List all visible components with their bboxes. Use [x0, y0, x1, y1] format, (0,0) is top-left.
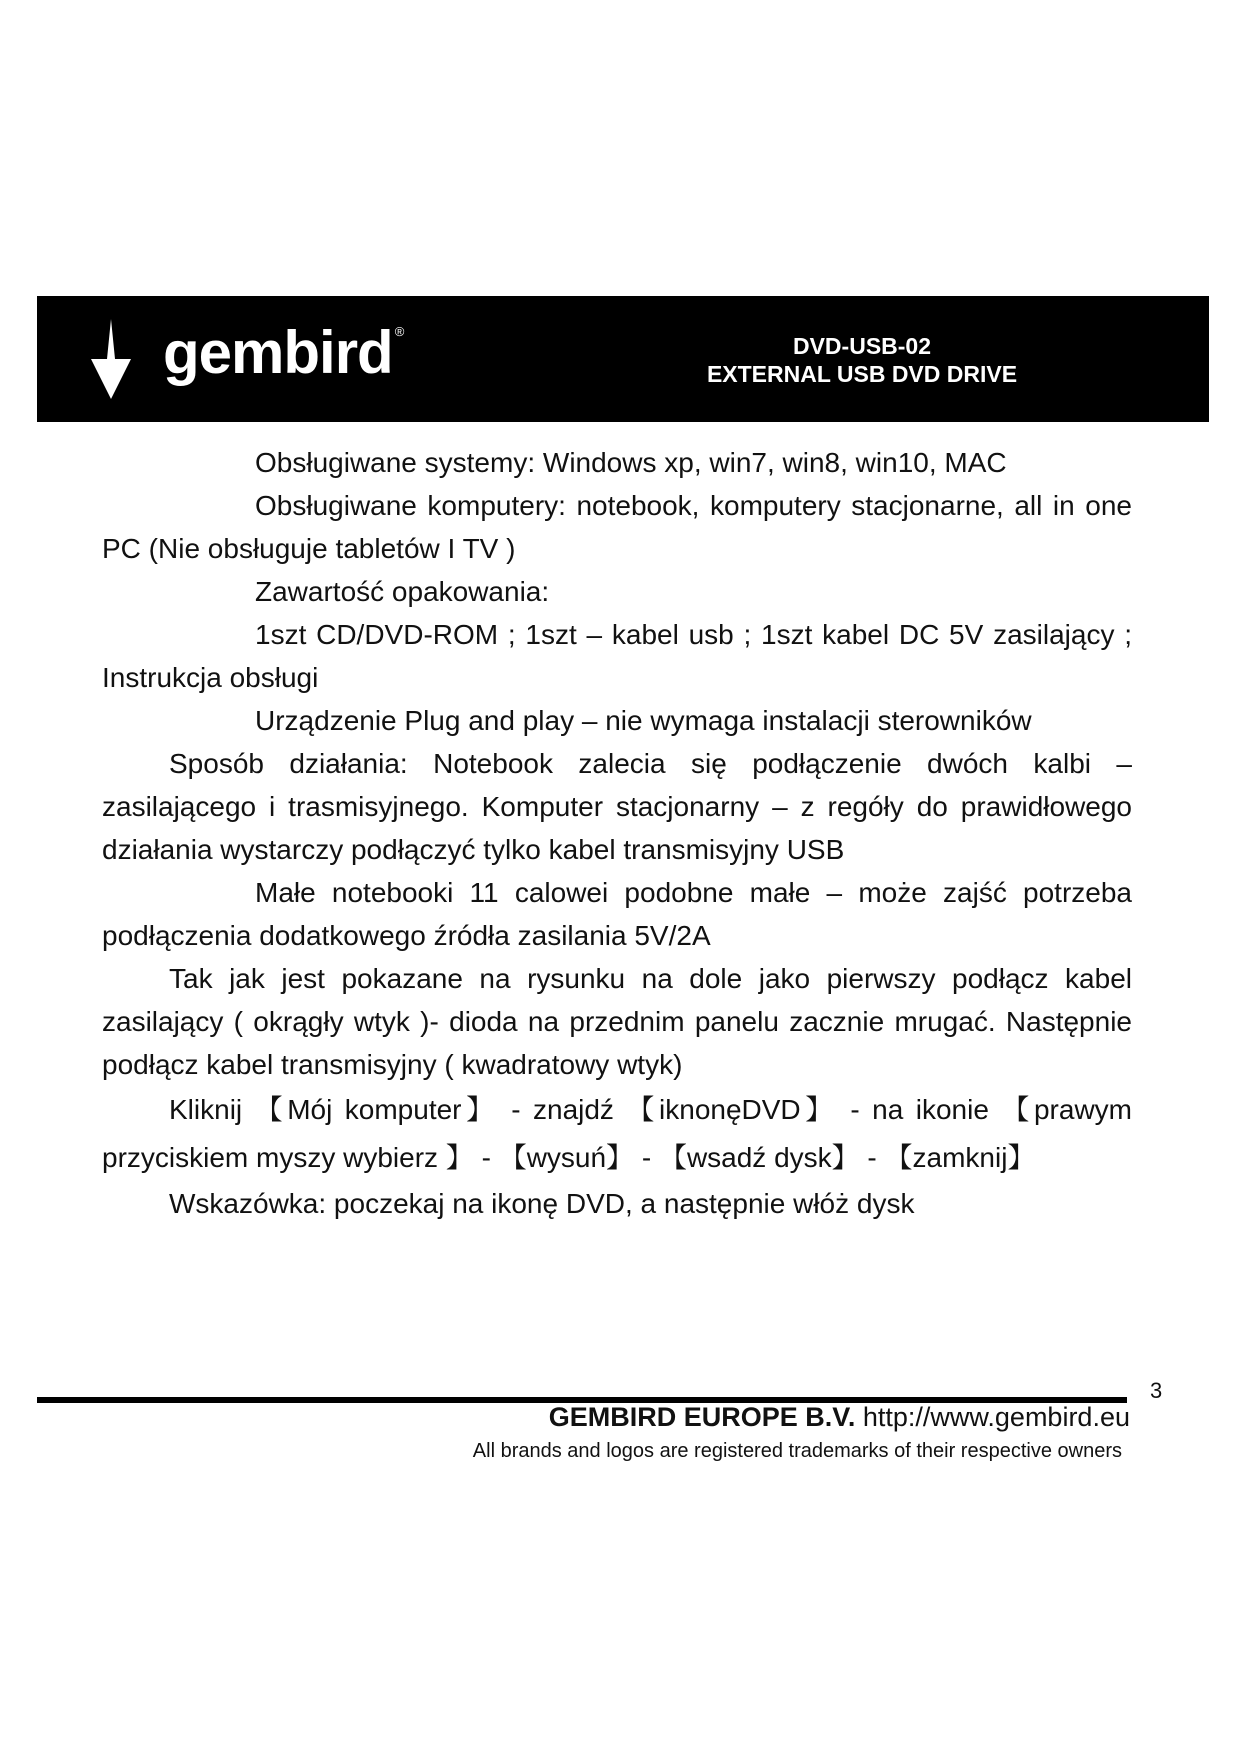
paragraph-tip: Wskazówka: poczekaj na ikonę DVD, a następnie włóż dysk: [169, 1188, 915, 1219]
registered-mark: ®: [394, 323, 405, 339]
model-name: EXTERNAL USB DVD DRIVE: [706, 361, 1018, 387]
company-name: GEMBIRD EUROPE B.V.: [548, 1402, 856, 1432]
paragraph-small-notebooks: Małe notebooki 11 calowei podobne małe – może zajść potrzeba podłączenia dodatkowego źródła zasilania 5V/2A: [102, 877, 1132, 951]
page-number: 3: [1150, 1378, 1163, 1403]
paragraph-connection: Tak jak jest pokazane na rysunku na dole jako pierwszy podłącz kabel zasilający ( okrągły wtyk )- dioda na przednim panelu zacznie mrugać. Następnie podłącz kabel transmisyjny ( kwadratowy wtyk): [102, 963, 1132, 1080]
paragraph-systems: Obsługiwane systemy: Windows xp, win7, win8, win10, MAC: [255, 447, 1007, 478]
gembird-logo: [91, 318, 404, 400]
paragraph-operation: Sposób działania: Notebook zalecia się podłączenie dwóch kalbi – zasilającego i trasmisyjnego. Komputer stacjonarny – z regóły do prawidłowego działania wystarczy podłączyć tylko kabel transmisyjny USB: [102, 748, 1132, 865]
footer-company-line: [490, 1402, 1130, 1433]
model-code: DVD-USB-02: [792, 333, 932, 359]
logo-text: gembird: [163, 319, 393, 386]
manual-content: [102, 441, 1132, 1225]
gembird-arrow-icon: [91, 319, 131, 399]
paragraph-package-heading: Zawartość opakowania:: [255, 576, 550, 607]
paragraph-computers: Obsługiwane komputery: notebook, komputery stacjonarne, all in one PC (Nie obsługuje tabletów I TV ): [102, 490, 1132, 564]
company-url[interactable]: http://www.gembird.eu: [862, 1402, 1130, 1432]
page-header: [37, 296, 1209, 422]
paragraph-package-contents: 1szt CD/DVD-ROM ; 1szt – kabel usb ; 1szt kabel DC 5V zasilający ; Instrukcja obsługi: [102, 619, 1132, 693]
trademark-notice: All brands and logos are registered trademarks of their respective owners: [472, 1440, 1122, 1462]
paragraph-plug-and-play: Urządzenie Plug and play – nie wymaga instalacji sterowników: [255, 705, 1032, 736]
paragraph-click-steps: Kliknij 【Mój komputer】 - znajdź 【iknonęDVD】 - na ikonie 【prawym przyciskiem myszy wybierz 】 - 【wysuń】 - 【wsadź dysk】 - 【zamknij】: [102, 1094, 1132, 1173]
product-title: [637, 332, 1087, 388]
